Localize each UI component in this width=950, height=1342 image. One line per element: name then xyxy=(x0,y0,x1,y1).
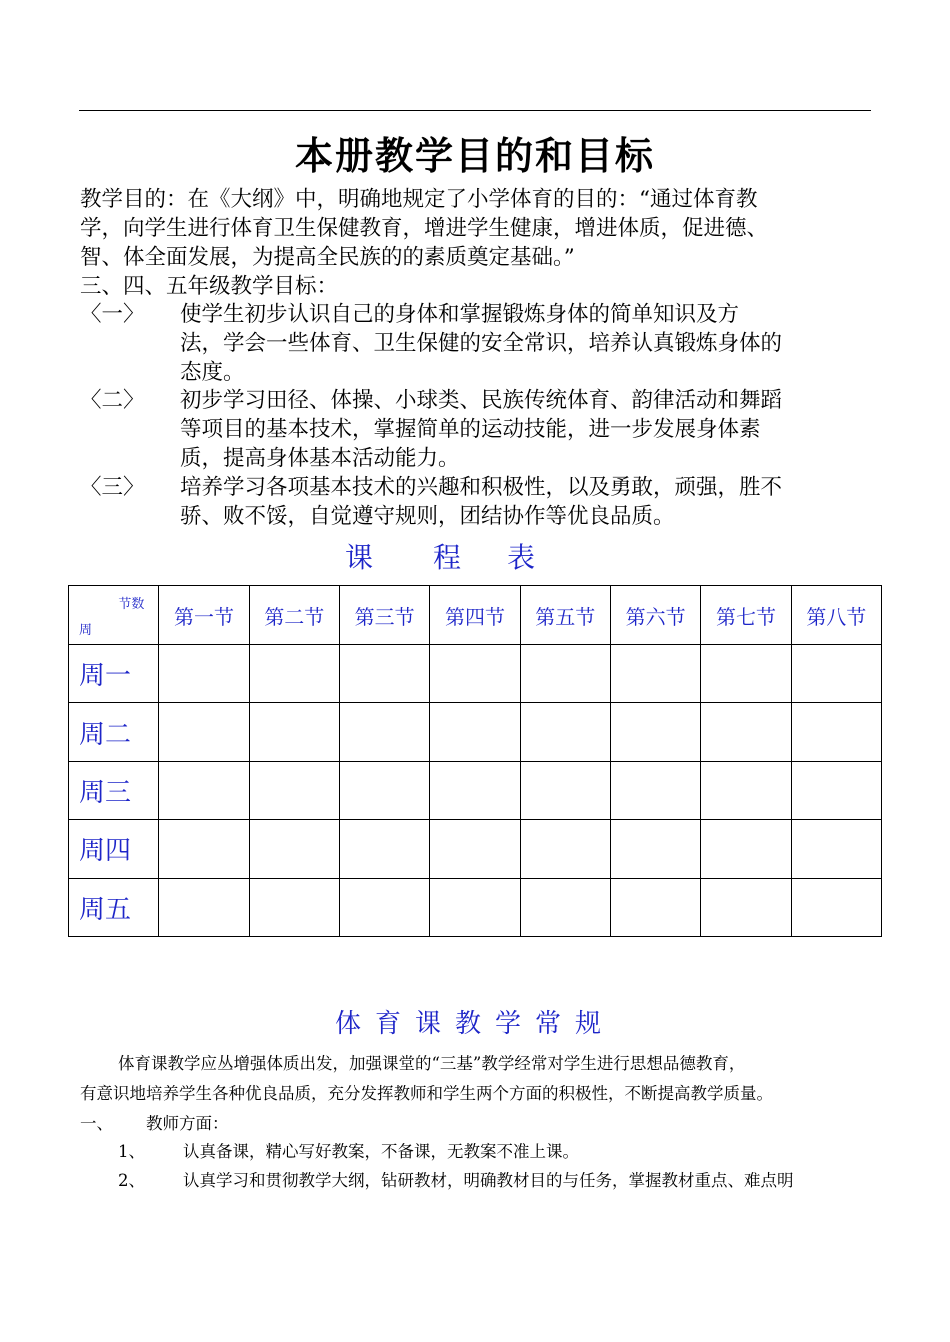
goal-number: 〈三〉 xyxy=(80,475,145,500)
schedule-table xyxy=(68,585,882,937)
period-header: 第七节 xyxy=(701,586,791,645)
schedule-cell xyxy=(791,878,881,936)
schedule-cell xyxy=(249,820,339,878)
intro-line-3: 智、体全面发展，为提高全民族的的素质奠定基础。” xyxy=(80,245,575,270)
goal-line: 质，提高身体基本活动能力。 xyxy=(180,446,460,471)
schedule-cell xyxy=(339,878,429,936)
item-number: 2、 xyxy=(118,1171,145,1190)
schedule-cell xyxy=(159,878,249,936)
schedule-row xyxy=(69,703,882,761)
schedule-cell xyxy=(610,820,700,878)
day-label: 周四 xyxy=(69,820,159,878)
schedule-cell xyxy=(701,761,791,819)
schedule-cell xyxy=(520,878,610,936)
pe-routine-title: 体育课教学常规 xyxy=(334,1009,615,1039)
period-header: 第一节 xyxy=(159,586,249,645)
goal-line: 态度。 xyxy=(180,360,245,385)
corner-cell xyxy=(69,586,159,645)
schedule-cell xyxy=(701,645,791,703)
schedule-cell xyxy=(159,703,249,761)
schedule-title-char: 课 xyxy=(345,541,374,574)
period-header: 第四节 xyxy=(430,586,520,645)
goal-line: 法，学会一些体育、卫生保健的安全常识，培养认真锻炼身体的 xyxy=(180,331,783,356)
top-rule xyxy=(79,110,871,111)
schedule-title-char: 表 xyxy=(507,541,536,574)
schedule-cell xyxy=(159,645,249,703)
schedule-header-row xyxy=(69,586,882,645)
item-number: 1、 xyxy=(118,1142,145,1161)
day-label: 周五 xyxy=(69,878,159,936)
corner-label-week: 周 xyxy=(79,623,93,638)
item-text: 认真学习和贯彻教学大纲，钻研教材，明确教材目的与任务，掌握教材重点、难点明 xyxy=(183,1171,794,1190)
schedule-cell xyxy=(430,645,520,703)
pe-paragraph-line-2: 有意识地培养学生各种优良品质，充分发挥教师和学生两个方面的积极性，不断提高教学质量。 xyxy=(80,1084,773,1103)
schedule-cell xyxy=(520,703,610,761)
section-label: 教师方面： xyxy=(146,1114,229,1133)
goal-line: 使学生初步认识自己的身体和掌握锻炼身体的简单知识及方 xyxy=(180,302,740,327)
schedule-cell xyxy=(339,703,429,761)
pe-paragraph-line-1: 体育课教学应丛增强体质出发，加强课堂的“三基”教学经常对学生进行思想品德教育， xyxy=(118,1054,746,1073)
schedule-cell xyxy=(339,820,429,878)
schedule-row xyxy=(69,761,882,819)
schedule-cell xyxy=(520,761,610,819)
period-header: 第二节 xyxy=(249,586,339,645)
page-title: 本册教学目的和目标 xyxy=(294,134,655,178)
goal-line: 等项目的基本技术，掌握简单的运动技能，进一步发展身体素 xyxy=(180,417,761,442)
schedule-cell xyxy=(249,878,339,936)
schedule-cell xyxy=(159,820,249,878)
period-header: 第八节 xyxy=(791,586,881,645)
goal-line: 培养学习各项基本技术的兴趣和积极性，以及勇敢，顽强，胜不 xyxy=(180,475,783,500)
section-number: 一、 xyxy=(80,1114,113,1133)
schedule-title-char: 程 xyxy=(433,541,462,574)
schedule-cell xyxy=(430,703,520,761)
schedule-cell xyxy=(520,645,610,703)
intro-line-2: 学，向学生进行体育卫生保健教育，增进学生健康，增进体质，促进德、 xyxy=(80,216,769,241)
schedule-cell xyxy=(159,761,249,819)
schedule-cell xyxy=(791,645,881,703)
goal-line: 骄、败不馁，自觉遵守规则，团结协作等优良品质。 xyxy=(180,504,675,529)
corner-label-periods: 节数 xyxy=(118,597,145,612)
schedule-cell xyxy=(701,878,791,936)
schedule-cell xyxy=(610,761,700,819)
schedule-cell xyxy=(791,761,881,819)
schedule-cell xyxy=(430,761,520,819)
schedule-cell xyxy=(610,703,700,761)
period-header: 第五节 xyxy=(520,586,610,645)
goal-number: 〈一〉 xyxy=(80,302,145,327)
schedule-cell xyxy=(610,878,700,936)
schedule-cell xyxy=(249,645,339,703)
schedule-cell xyxy=(520,820,610,878)
intro-line-1: 教学目的：在《大纲》中，明确地规定了小学体育的目的：“通过体育教 xyxy=(80,187,758,212)
period-header: 第六节 xyxy=(610,586,700,645)
schedule-cell xyxy=(249,761,339,819)
goal-line: 初步学习田径、体操、小球类、民族传统体育、韵律活动和舞蹈 xyxy=(180,388,783,413)
schedule-row xyxy=(69,645,882,703)
goal-number: 〈二〉 xyxy=(80,388,145,413)
day-label: 周二 xyxy=(69,703,159,761)
day-label: 周三 xyxy=(69,761,159,819)
schedule-cell xyxy=(339,761,429,819)
schedule-cell xyxy=(791,820,881,878)
item-text: 认真备课，精心写好教案，不备课，无教案不准上课。 xyxy=(183,1142,579,1161)
day-label: 周一 xyxy=(69,645,159,703)
goals-heading: 三、四、五年级教学目标： xyxy=(80,274,339,299)
schedule-cell xyxy=(701,820,791,878)
schedule-cell xyxy=(339,645,429,703)
schedule-cell xyxy=(610,645,700,703)
schedule-cell xyxy=(430,820,520,878)
schedule-cell xyxy=(791,703,881,761)
schedule-cell xyxy=(430,878,520,936)
schedule-cell xyxy=(249,703,339,761)
period-header: 第三节 xyxy=(339,586,429,645)
schedule-row xyxy=(69,820,882,878)
schedule-row xyxy=(69,878,882,936)
schedule-cell xyxy=(701,703,791,761)
